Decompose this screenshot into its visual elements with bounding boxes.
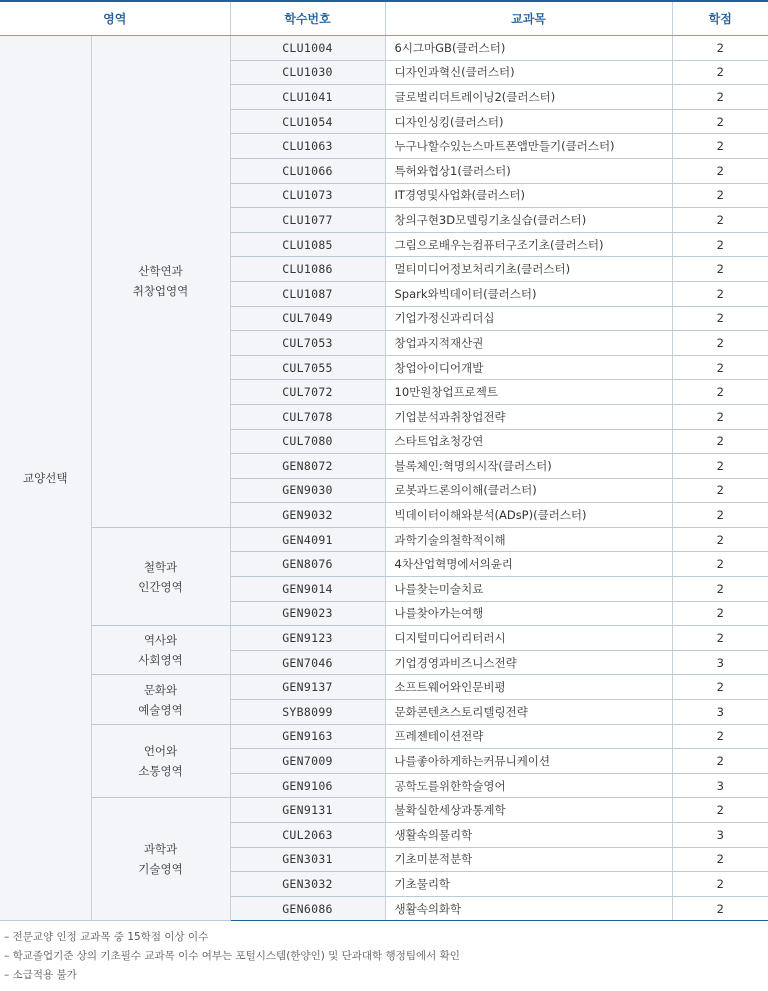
course-code: GEN9032	[230, 503, 385, 528]
course-name: 창업과지적재산권	[385, 331, 672, 356]
course-credit: 2	[672, 478, 768, 503]
course-name: 로봇과드론의이해(클러스터)	[385, 478, 672, 503]
course-code: CUL7049	[230, 306, 385, 331]
course-name: 생활속의물리학	[385, 823, 672, 848]
course-name: 기업가정신과리더십	[385, 306, 672, 331]
course-code: CUL2063	[230, 823, 385, 848]
course-credit: 2	[672, 183, 768, 208]
course-name: 블록체인:혁명의시작(클러스터)	[385, 454, 672, 479]
course-credit: 2	[672, 872, 768, 897]
category-label: 소통영역	[138, 764, 183, 779]
category-label: 문화와	[143, 682, 178, 697]
course-name: 기초물리학	[385, 872, 672, 897]
course-code: GEN8076	[230, 552, 385, 577]
course-code: CUL7080	[230, 429, 385, 454]
category-label: 예술영역	[138, 702, 183, 717]
header-code: 학수번호	[230, 1, 385, 36]
course-code: GEN8072	[230, 454, 385, 479]
course-credit: 3	[672, 650, 768, 675]
course-credit: 2	[672, 454, 768, 479]
course-name: 창업아이디어개발	[385, 355, 672, 380]
course-name: 10만원창업프로젝트	[385, 380, 672, 405]
course-name: 디지털미디어리터러시	[385, 626, 672, 651]
course-code: GEN9014	[230, 577, 385, 602]
course-code: GEN7009	[230, 749, 385, 774]
course-code: GEN9106	[230, 773, 385, 798]
course-name: 6시그마GB(클러스터)	[385, 36, 672, 61]
course-name: 불확실한세상과통계학	[385, 798, 672, 823]
course-name: 문화콘텐츠스토리텔링전략	[385, 700, 672, 725]
course-code: GEN9030	[230, 478, 385, 503]
course-code: GEN3032	[230, 872, 385, 897]
category-label: 산학연과	[138, 264, 183, 279]
header-credit: 학점	[672, 1, 768, 36]
table-row	[0, 527, 768, 552]
course-code: GEN9123	[230, 626, 385, 651]
course-credit: 2	[672, 601, 768, 626]
course-name: 4차산업혁명에서의윤리	[385, 552, 672, 577]
course-credit: 2	[672, 36, 768, 61]
course-credit: 2	[672, 355, 768, 380]
category-label: 과학과	[143, 842, 178, 857]
note-item: – 전문교양 인정 교과목 중 15학점 이상 이수	[4, 931, 209, 943]
course-credit: 2	[672, 675, 768, 700]
category-cell	[91, 798, 230, 921]
course-credit: 2	[672, 306, 768, 331]
course-code: GEN7046	[230, 650, 385, 675]
course-code: CLU1077	[230, 208, 385, 233]
category-label: 인간영역	[138, 579, 183, 594]
course-code: CLU1066	[230, 158, 385, 183]
course-code: CLU1073	[230, 183, 385, 208]
category-label: 언어와	[143, 744, 178, 759]
course-credit: 2	[672, 429, 768, 454]
course-name: 스타트업초청강연	[385, 429, 672, 454]
course-name: 과학기술의철학적이해	[385, 527, 672, 552]
course-name: IT경영및사업화(클러스터)	[385, 183, 672, 208]
course-credit: 2	[672, 85, 768, 110]
course-name: 디자인과혁신(클러스터)	[385, 60, 672, 85]
course-code: CLU1085	[230, 232, 385, 257]
course-code: CLU1041	[230, 85, 385, 110]
course-code: CUL7078	[230, 404, 385, 429]
course-credit: 2	[672, 232, 768, 257]
course-code: CUL7053	[230, 331, 385, 356]
notes	[4, 928, 460, 985]
course-name: 특허와협상1(클러스터)	[385, 158, 672, 183]
course-name: 글로벌리더트레이닝2(클러스터)	[385, 85, 672, 110]
course-name: 공학도를위한학술영어	[385, 773, 672, 798]
note-item: – 학교졸업기준 상의 기초필수 교과목 이수 여부는 포털시스템(한양인) 및 단과대학 행정팀에서 확인	[4, 950, 460, 962]
table-row	[0, 724, 768, 749]
course-code: GEN4091	[230, 527, 385, 552]
course-code: CLU1086	[230, 257, 385, 282]
course-code: CLU1087	[230, 281, 385, 306]
table-row	[0, 798, 768, 823]
course-name: 나를좋아하게하는커뮤니케이션	[385, 749, 672, 774]
category-label: 사회영역	[138, 653, 183, 668]
course-credit: 3	[672, 700, 768, 725]
category-label: 역사와	[143, 633, 178, 648]
course-name: 멀티미디어정보처리기초(클러스터)	[385, 257, 672, 282]
course-credit: 2	[672, 847, 768, 872]
course-code: CUL7072	[230, 380, 385, 405]
course-name: 디자인싱킹(클러스터)	[385, 109, 672, 134]
course-credit: 2	[672, 404, 768, 429]
course-credit: 2	[672, 331, 768, 356]
category-cell	[91, 724, 230, 798]
course-name: 생활속의화학	[385, 896, 672, 921]
course-credit: 2	[672, 527, 768, 552]
category-cell	[91, 626, 230, 675]
table-row	[0, 36, 768, 61]
course-credit: 2	[672, 577, 768, 602]
category-label: 철학과	[143, 559, 178, 574]
header-area: 영역	[0, 1, 230, 36]
course-name: 기업분석과취창업전략	[385, 404, 672, 429]
area-cell: 교양선택	[0, 36, 91, 921]
course-name: 나를찾는미술치료	[385, 577, 672, 602]
course-code: GEN9023	[230, 601, 385, 626]
course-name: 기업경영과비즈니스전략	[385, 650, 672, 675]
course-code: GEN6086	[230, 896, 385, 921]
course-code: GEN9131	[230, 798, 385, 823]
course-name: 창의구현3D모델링기초실습(클러스터)	[385, 208, 672, 233]
course-credit: 3	[672, 823, 768, 848]
course-credit: 2	[672, 896, 768, 921]
category-label: 취창업영역	[132, 284, 189, 299]
course-credit: 2	[672, 60, 768, 85]
course-code: CLU1063	[230, 134, 385, 159]
course-credit: 2	[672, 626, 768, 651]
course-code: CLU1054	[230, 109, 385, 134]
course-credit: 2	[672, 798, 768, 823]
table-row	[0, 675, 768, 700]
course-name: 프레젠테이션전략	[385, 724, 672, 749]
course-code: SYB8099	[230, 700, 385, 725]
note-item: – 소급적용 불가	[4, 969, 77, 981]
course-name: 기초미분적분학	[385, 847, 672, 872]
course-code: CLU1004	[230, 36, 385, 61]
course-code: GEN3031	[230, 847, 385, 872]
course-name: 나를찾아가는여행	[385, 601, 672, 626]
category-cell	[91, 36, 230, 528]
header-course: 교과목	[385, 1, 672, 36]
course-credit: 2	[672, 749, 768, 774]
course-credit: 2	[672, 281, 768, 306]
course-credit: 2	[672, 552, 768, 577]
category-cell	[91, 527, 230, 625]
table-row	[0, 626, 768, 651]
course-credit: 2	[672, 158, 768, 183]
course-credit: 2	[672, 503, 768, 528]
course-code: CLU1030	[230, 60, 385, 85]
course-credit: 2	[672, 109, 768, 134]
course-code: GEN9163	[230, 724, 385, 749]
course-credit: 2	[672, 724, 768, 749]
course-name: 빅데이터이해와분석(ADsP)(클러스터)	[385, 503, 672, 528]
course-name: 누구나할수있는스마트폰앱만들기(클러스터)	[385, 134, 672, 159]
course-code: GEN9137	[230, 675, 385, 700]
course-code: CUL7055	[230, 355, 385, 380]
course-credit: 3	[672, 773, 768, 798]
course-credit: 2	[672, 134, 768, 159]
course-credit: 2	[672, 208, 768, 233]
table-header-row	[0, 1, 768, 36]
course-name: 소프트웨어와인문비평	[385, 675, 672, 700]
course-credit: 2	[672, 257, 768, 282]
course-name: Spark와빅데이터(클러스터)	[385, 281, 672, 306]
course-credit: 2	[672, 380, 768, 405]
category-cell	[91, 675, 230, 724]
course-name: 그림으로배우는컴퓨터구조기초(클러스터)	[385, 232, 672, 257]
category-label: 기술영역	[138, 862, 183, 877]
table-body	[0, 36, 768, 921]
